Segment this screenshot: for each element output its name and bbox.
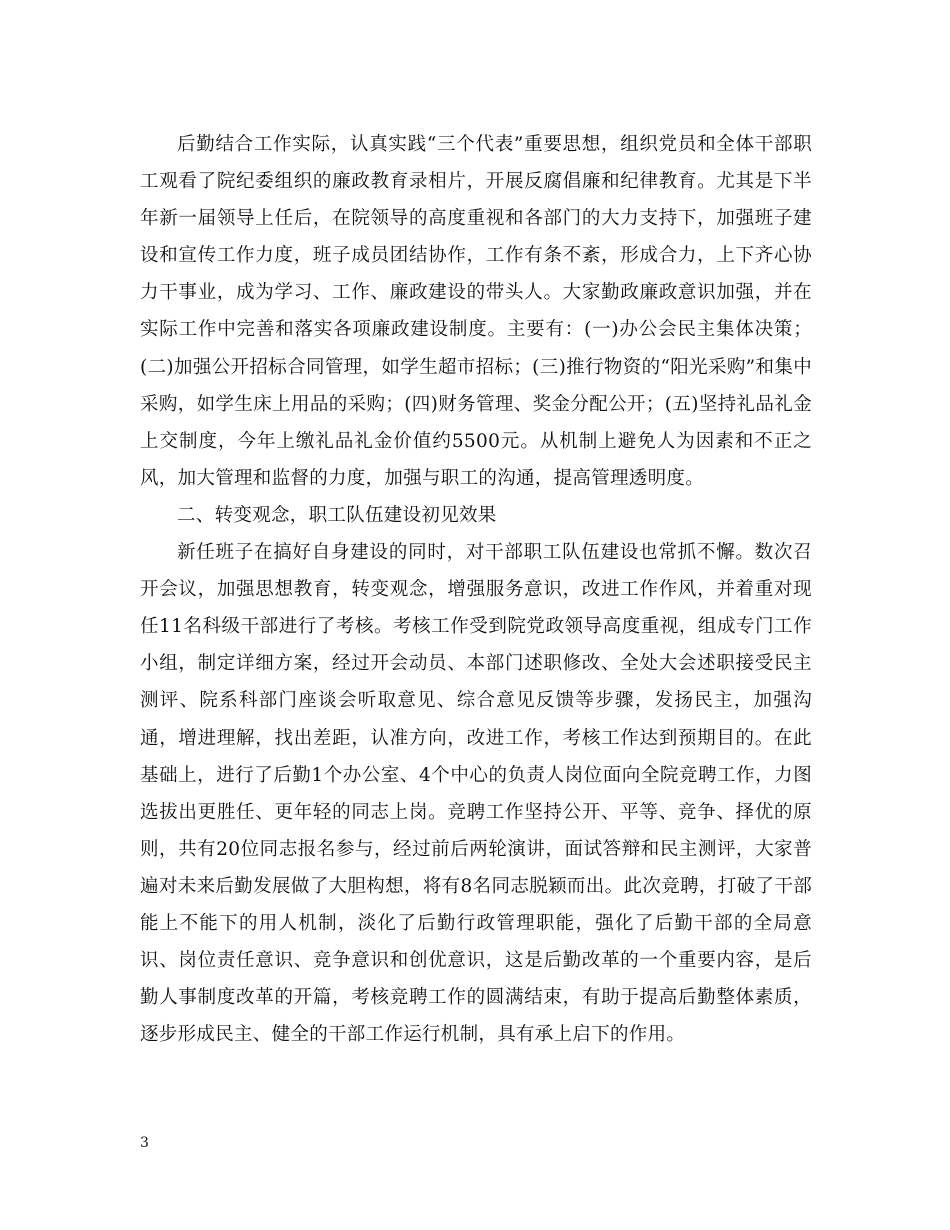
page-number: 3 [140, 1135, 149, 1151]
paragraph-team-building: 新任班子在搞好自身建设的同时，对干部职工队伍建设也常抓不懈。数次召开会议，加强思想教育，转变观念，增强服务意识，改进工作作风，并着重对现任11名科级干部进行了考核。考核工作受到院党政领导高度重视，组成专门工作小组，制定详细方案，经过开会动员、本部门述职修改、全处大会述职接受民主测评、院系科部门座谈会听取意见、综合意见反馈等步骤，发扬民主，加强沟通，增进理解，找出差距，认准方向，改进工作，考核工作达到预期目的。在此基础上，进行了后勤1个办公室、4个中心的负责人岗位面向全院竞聘工作，力图选拔出更胜任、更年轻的同志上岗。竞聘工作坚持公开、平等、竞争、择优的原则，共有20位同志报名参与，经过前后两轮演讲，面试答辩和民主测评，大家普遍对未来后勤发展做了大胆构想，将有8名同志脱颖而出。此次竞聘，打破了干部能上不能下的用人机制，淡化了后勤行政管理职能，强化了后勤干部的全局意识、岗位责任意识、竞争意识和创优意识，这是后勤改革的一个重要内容，是后勤人事制度改革的开篇，考核竞聘工作的圆满结束，有助于提高后勤整体素质，逐步形成民主、健全的干部工作运行机制，具有承上启下的作用。 [140, 542, 812, 1046]
paragraph-discipline: 后勤结合工作实际，认真实践“三个代表”重要思想，组织党员和全体干部职工观看了院纪委组织的廉政教育录相片，开展反腐倡廉和纪律教育。尤其是下半年新一届领导上任后，在院领导的高度重视和各部门的大力支持下，加强班子建设和宣传工作力度，班子成员团结协作，工作有条不紊，形成合力，上下齐心协力干事业，成为学习、工作、廉政建设的带头人。大家勤政廉政意识加强，并在实际工作中完善和落实各项廉政建设制度。主要有：(一)办公会民主集体决策；(二)加强公开招标合同管理，如学生超市招标；(三)推行物资的“阳光采购”和集中采购，如学生床上用品的采购；(四)财务管理、奖金分配公开；(五)坚持礼品礼金上交制度，今年上缴礼品礼金价值约5500元。从机制上避免人为因素和不正之风，加大管理和监督的力度，加强与职工的沟通，提高管理透明度。 [140, 134, 812, 489]
document-body [140, 126, 812, 1053]
section-heading: 二、转变观念，职工队伍建设初见效果 [177, 504, 497, 526]
